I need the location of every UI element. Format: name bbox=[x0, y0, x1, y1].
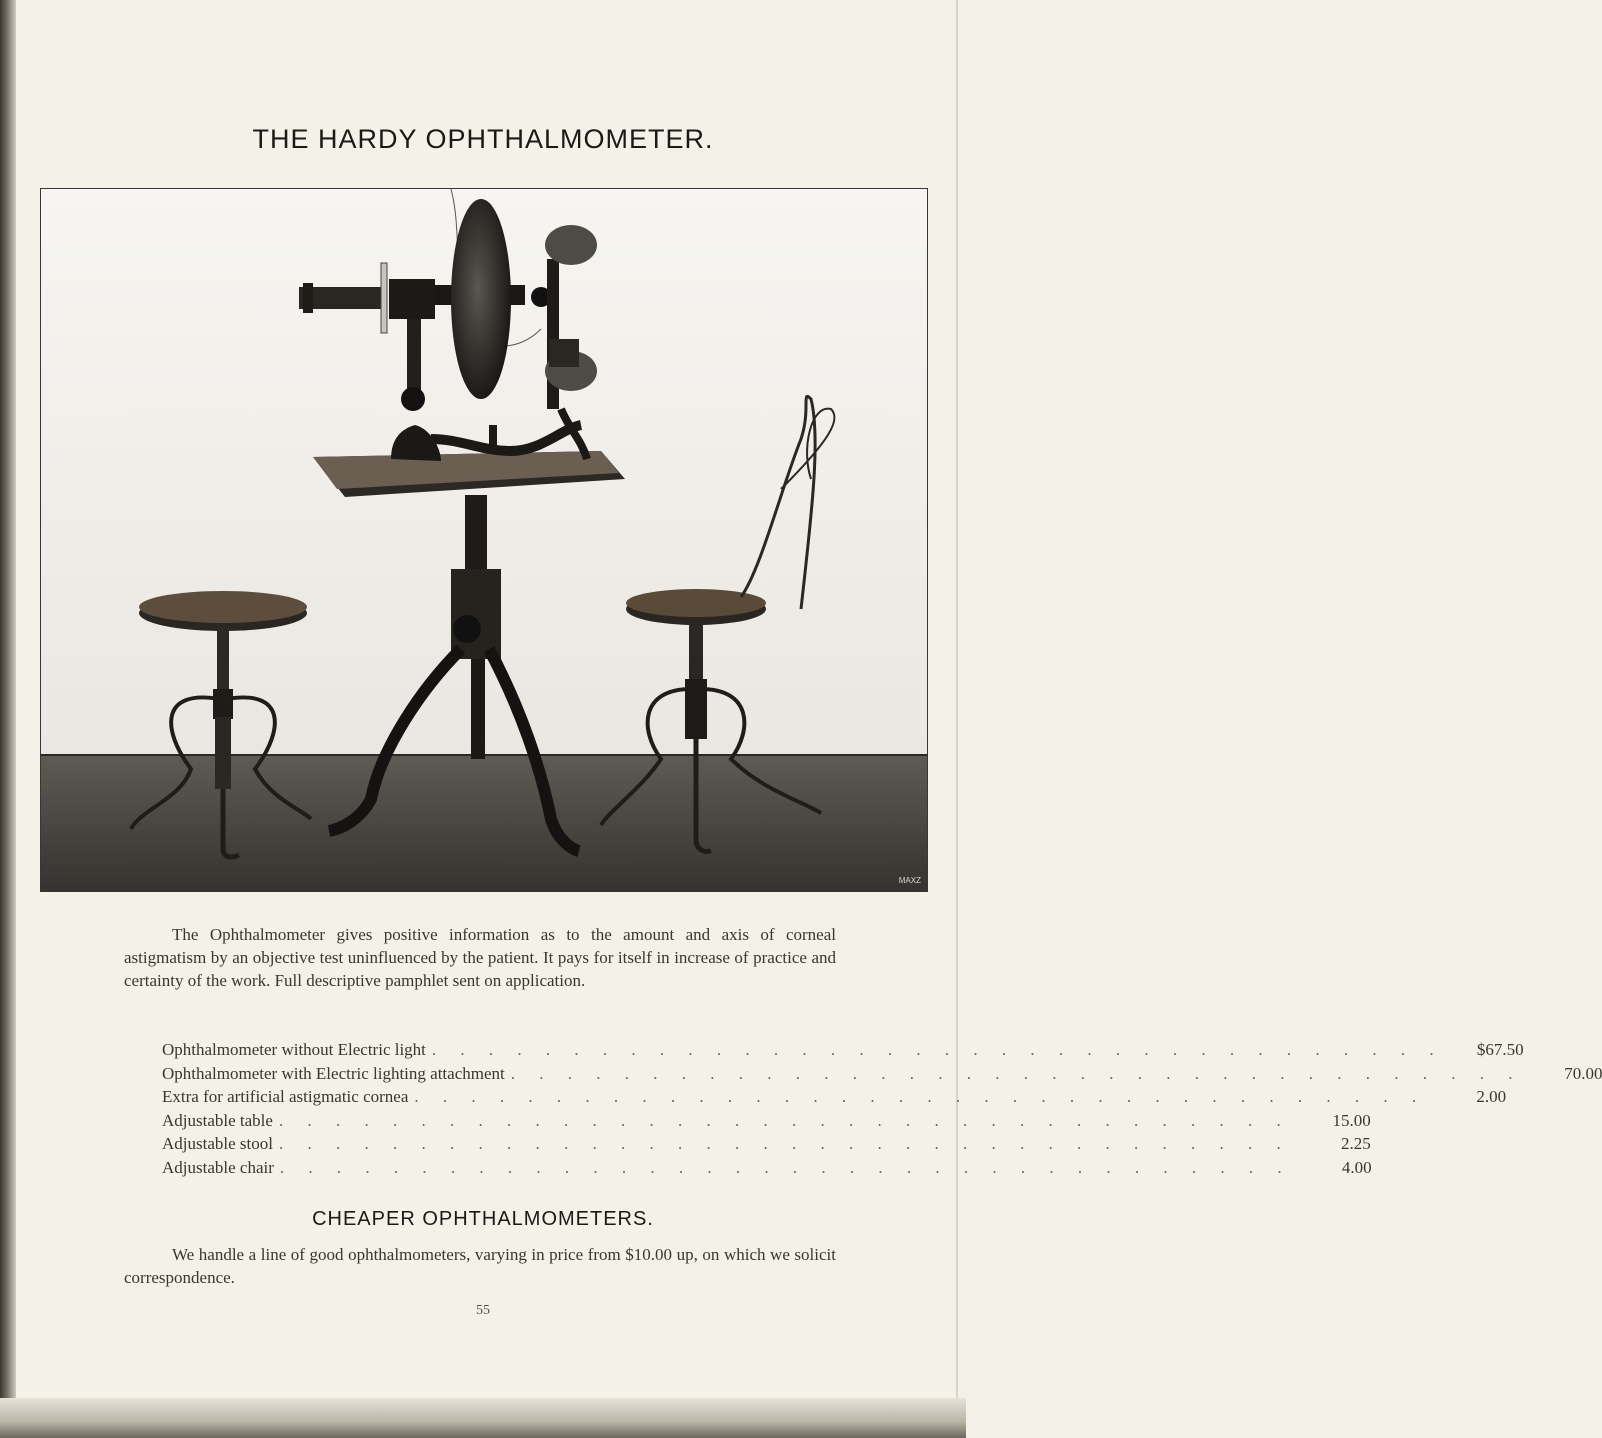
photographer-mark: MAXZ bbox=[898, 876, 921, 885]
price-value: 2.25 bbox=[1340, 1134, 1371, 1153]
price-value: $67.50 bbox=[1476, 1040, 1524, 1059]
price-list bbox=[162, 1040, 1602, 1181]
price-item: Ophthalmometer with Electric lighting attachment bbox=[162, 1063, 505, 1083]
price-row bbox=[162, 1157, 1372, 1182]
product-photo bbox=[40, 188, 928, 892]
price-row bbox=[162, 1134, 1371, 1158]
dot-leader: . . . . . . . . . . . . . . . . . . . . . . . . . . . . . . . . . . . . bbox=[431, 1040, 1444, 1059]
description-paragraph: The Ophthalmometer gives positive information as to the amount and axis of corneal astigmatism by an objective test uninfluenced by the patient. It pays for itself in increase of practice and certainty of the work. Full descriptive pamphlet sent on application. bbox=[124, 925, 836, 990]
price-row bbox=[162, 1040, 1524, 1064]
price-value: 2.00 bbox=[1476, 1087, 1507, 1106]
price-value: 15.00 bbox=[1332, 1110, 1371, 1130]
price-item: Ophthalmometer without Electric light bbox=[162, 1040, 426, 1059]
dot-leader: . . . . . . . . . . . . . . . . . . . . . . . . . . . . . . . . . . . . bbox=[510, 1063, 1523, 1083]
dot-leader: . . . . . . . . . . . . . . . . . . . . . . . . . . . . . . . . . . . . bbox=[278, 1134, 1291, 1153]
page-number: 55 bbox=[476, 1303, 490, 1318]
price-row bbox=[162, 1087, 1507, 1111]
price-item: Adjustable stool bbox=[162, 1134, 273, 1153]
price-item: Adjustable table bbox=[162, 1110, 273, 1130]
price-item: Extra for artificial astigmatic cornea bbox=[162, 1087, 409, 1106]
price-row bbox=[162, 1110, 1371, 1135]
ophthalmometer-illustration bbox=[41, 189, 927, 891]
dot-leader: . . . . . . . . . . . . . . . . . . . . . . . . . . . . . . . . . . . . bbox=[278, 1110, 1291, 1130]
section-heading: CHEAPER OPHTHALMOMETERS. bbox=[312, 1208, 654, 1230]
price-item: Adjustable chair bbox=[162, 1157, 274, 1177]
dot-leader: . . . . . . . . . . . . . . . . . . . . . . . . . . . . . . . . . . . . bbox=[279, 1157, 1292, 1177]
price-value: 4.00 bbox=[1341, 1157, 1372, 1177]
price-row bbox=[162, 1063, 1602, 1088]
cheaper-paragraph: We handle a line of good ophthalmometers, varying in price from $10.00 up, on which we solicit correspondence. bbox=[124, 1245, 836, 1287]
price-value: 70.00 bbox=[1564, 1063, 1602, 1083]
page-bottom-edge bbox=[0, 1398, 966, 1438]
dot-leader: . . . . . . . . . . . . . . . . . . . . . . . . . . . . . . . . . . . . bbox=[414, 1087, 1427, 1106]
page-title: THE HARDY OPHTHALMOMETER. bbox=[252, 124, 714, 154]
